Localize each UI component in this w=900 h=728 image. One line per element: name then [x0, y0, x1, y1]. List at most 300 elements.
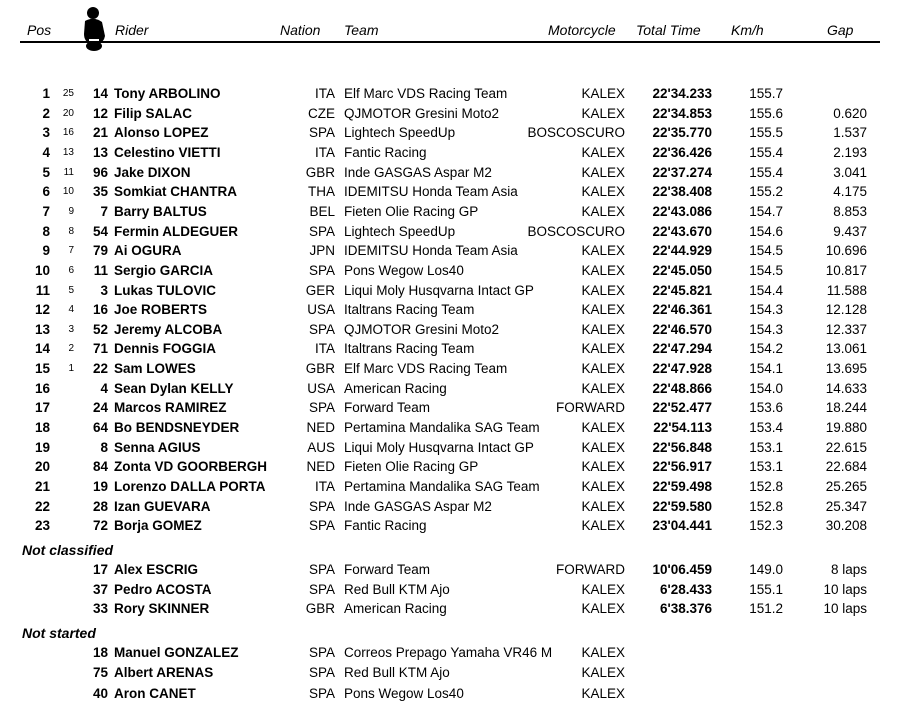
rider-number: 64: [92, 420, 108, 436]
rider-speed: 153.4: [749, 420, 783, 436]
rider-number: 75: [92, 665, 108, 681]
rider-total-time: 22'34.233: [652, 86, 712, 101]
rider-speed: 154.1: [749, 361, 783, 377]
rider-name: Lorenzo DALLA PORTA: [114, 479, 266, 494]
rider-team: Elf Marc VDS Racing Team: [344, 86, 508, 101]
rider-nation: SPA: [308, 321, 335, 337]
rider-number: 12: [92, 105, 108, 121]
rider-total-time: 22'44.929: [652, 243, 712, 259]
rider-gap: 3.041: [833, 164, 867, 180]
rider-position: 6: [42, 184, 50, 200]
rider-nation: ITA: [315, 86, 335, 101]
rider-motorcycle: FORWARD: [556, 400, 625, 416]
result-row: [0, 457, 900, 476]
rider-speed: 151.2: [749, 601, 783, 617]
rider-total-time: 22'46.361: [652, 302, 712, 318]
rider-speed: 155.2: [749, 184, 783, 200]
rider-name: Dennis FOGGIA: [114, 341, 217, 357]
rider-points: 7: [68, 245, 74, 257]
result-row: [0, 418, 900, 437]
rider-total-time: 22'35.770: [652, 125, 712, 141]
rider-team: Fieten Olie Racing GP: [344, 459, 479, 475]
rider-points: 20: [62, 107, 74, 119]
rider-position: 13: [34, 321, 50, 337]
result-row: [0, 320, 900, 339]
rider-total-time: 22'38.408: [652, 184, 712, 200]
rider-gap: 30.208: [825, 518, 867, 534]
rider-team: Fantic Racing: [344, 518, 427, 534]
rider-motorcycle: KALEX: [581, 262, 625, 278]
rider-gap: 19.880: [825, 420, 867, 436]
rider-motorcycle: KALEX: [581, 601, 625, 617]
rider-number: 52: [92, 321, 108, 337]
rider-name: Bo BENDSNEYDER: [114, 420, 240, 436]
rider-team: Pons Wegow Los40: [344, 262, 464, 278]
rider-name: Jeremy ALCOBA: [114, 321, 223, 337]
rider-nation: GBR: [305, 601, 335, 617]
rider-number: 21: [92, 125, 108, 141]
rider-speed: 149.0: [749, 562, 783, 577]
rider-position: 19: [34, 439, 50, 455]
rider-motorcycle: KALEX: [581, 164, 625, 180]
rider-motorcycle: KALEX: [581, 302, 625, 318]
result-row: [0, 497, 900, 516]
rider-nation: NED: [306, 459, 335, 475]
rider-speed: 152.8: [749, 479, 783, 494]
rider-total-time: 22'47.928: [652, 361, 712, 377]
rider-nation: ITA: [315, 341, 335, 357]
rider-total-time: 22'47.294: [652, 341, 712, 357]
rider-team: Inde GASGAS Aspar M2: [344, 498, 492, 514]
rider-points: 13: [62, 146, 74, 158]
rider-gap: 8.853: [833, 203, 867, 219]
rider-nation: SPA: [308, 223, 335, 239]
rider-speed: 154.2: [749, 341, 783, 357]
rider-gap: 25.265: [825, 479, 867, 494]
rider-motorcycle: KALEX: [581, 321, 625, 337]
rider-nation: USA: [307, 380, 335, 396]
rider-team: QJMOTOR Gresini Moto2: [344, 321, 500, 337]
rider-number: 18: [92, 645, 108, 660]
header-total-time: Total Time: [636, 22, 701, 38]
result-row: [0, 84, 900, 103]
rider-nation: SPA: [308, 262, 335, 278]
rider-motorcycle: KALEX: [581, 420, 625, 436]
rider-nation: SPA: [308, 498, 335, 514]
rider-name: Ai OGURA: [114, 243, 182, 259]
rider-gap: 12.128: [825, 302, 867, 318]
rider-nation: SPA: [308, 518, 335, 534]
rider-position: 9: [42, 243, 50, 259]
header-motorcycle: Motorcycle: [548, 22, 616, 38]
result-row: [0, 339, 900, 358]
rider-name: Joe ROBERTS: [114, 302, 208, 318]
rider-gap: 13.695: [825, 361, 867, 377]
rider-points: 9: [68, 205, 74, 217]
rider-motorcycle: KALEX: [581, 86, 625, 101]
result-row: [0, 643, 900, 662]
rider-motorcycle: KALEX: [581, 581, 625, 597]
rider-position: 5: [42, 164, 50, 180]
rider-motorcycle: KALEX: [581, 518, 625, 534]
rider-number: 3: [100, 282, 108, 298]
rider-name: Marcos RAMIREZ: [114, 400, 227, 416]
rider-speed: 154.5: [749, 243, 783, 259]
rider-motorcycle: KALEX: [581, 665, 625, 681]
result-row: [0, 599, 900, 618]
rider-name: Jake DIXON: [114, 164, 191, 180]
not-classified-heading: Not classified: [22, 542, 114, 558]
rider-points: 2: [68, 343, 74, 355]
result-row: [0, 182, 900, 201]
rider-points: 16: [62, 127, 74, 139]
rider-position: 23: [34, 518, 50, 534]
rider-motorcycle: KALEX: [581, 685, 625, 701]
rider-points: 4: [68, 304, 74, 316]
rider-name: Celestino VIETTI: [114, 144, 221, 160]
rider-points: 25: [62, 88, 74, 99]
rider-number: 54: [92, 223, 108, 239]
result-row: [0, 359, 900, 378]
rider-gap: 10.817: [825, 262, 867, 278]
rider-motorcycle: KALEX: [581, 459, 625, 475]
rider-nation: SPA: [308, 645, 335, 660]
rider-number: 13: [92, 144, 108, 160]
rider-nation: BEL: [309, 203, 335, 219]
rider-points: 10: [62, 186, 74, 198]
rider-nation: SPA: [308, 581, 335, 597]
rider-total-time: 23'04.441: [652, 518, 712, 534]
result-row: [0, 163, 900, 182]
rider-name: Sergio GARCIA: [114, 262, 214, 278]
rider-number: 79: [92, 243, 108, 259]
rider-motorcycle: KALEX: [581, 645, 625, 660]
rider-speed: 152.3: [749, 518, 783, 534]
rider-motorcycle: KALEX: [581, 105, 625, 121]
rider-team: Correos Prepago Yamaha VR46 M: [344, 645, 553, 660]
rider-total-time: 6'28.433: [659, 581, 712, 597]
rider-team: Pertamina Mandalika SAG Team: [344, 479, 540, 494]
rider-nation: AUS: [307, 439, 335, 455]
rider-motorcycle: KALEX: [581, 203, 625, 219]
rider-gap: 10 laps: [823, 581, 867, 597]
rider-number: 22: [92, 361, 108, 377]
rider-speed: 154.6: [749, 223, 783, 239]
rider-name: Fermin ALDEGUER: [114, 223, 239, 239]
rider-position: 17: [34, 400, 50, 416]
rider-team: American Racing: [344, 601, 447, 617]
rider-motorcycle: BOSCOSCURO: [527, 125, 625, 141]
rider-number: 84: [92, 459, 108, 475]
rider-gap: 22.684: [825, 459, 867, 475]
rider-nation: SPA: [308, 125, 335, 141]
rider-nation: USA: [307, 302, 335, 318]
rider-motorcycle: KALEX: [581, 144, 625, 160]
results-header: [0, 0, 900, 50]
rider-position: 22: [34, 498, 50, 514]
rider-total-time: 22'45.050: [652, 262, 712, 278]
rider-number: 16: [92, 302, 108, 318]
rider-team: Italtrans Racing Team: [344, 341, 475, 357]
rider-number: 24: [92, 400, 108, 416]
rider-team: QJMOTOR Gresini Moto2: [344, 105, 500, 121]
rider-total-time: 10'06.459: [652, 562, 712, 577]
result-row: [0, 580, 900, 599]
rider-gap: 8 laps: [830, 562, 867, 577]
rider-speed: 152.8: [749, 498, 783, 514]
rider-speed: 153.6: [749, 400, 783, 416]
rider-speed: 154.0: [749, 380, 783, 396]
rider-team: Forward Team: [344, 400, 431, 416]
rider-number: 8: [100, 439, 108, 455]
rider-position: 8: [42, 223, 50, 239]
rider-number: 40: [92, 685, 108, 701]
rider-speed: 155.1: [749, 581, 783, 597]
rider-team: Red Bull KTM Ajo: [344, 665, 450, 681]
result-row: [0, 202, 900, 221]
rider-name: Borja GOMEZ: [114, 518, 202, 534]
rider-speed: 154.5: [749, 262, 783, 278]
rider-motorcycle: KALEX: [581, 282, 625, 298]
header-rider: Rider: [115, 22, 149, 38]
rider-name: Senna AGIUS: [114, 439, 201, 455]
rider-name: Rory SKINNER: [114, 601, 210, 617]
result-row: [0, 222, 900, 241]
result-row: [0, 281, 900, 300]
result-row: [0, 477, 900, 496]
rider-team: American Racing: [344, 380, 447, 396]
rider-number: 17: [92, 562, 108, 577]
rider-team: Fieten Olie Racing GP: [344, 203, 479, 219]
rider-motorcycle: KALEX: [581, 380, 625, 396]
rider-gap: 10.696: [825, 243, 867, 259]
header-kmh: Km/h: [731, 22, 764, 38]
rider-gap: 22.615: [825, 439, 867, 455]
rider-name: Alex ESCRIG: [114, 562, 199, 577]
rider-name: Zonta VD GOORBERGH: [114, 459, 268, 475]
rider-total-time: 22'43.086: [652, 203, 712, 219]
rider-team: Elf Marc VDS Racing Team: [344, 361, 508, 377]
result-row: [0, 398, 900, 417]
rider-gap: 25.347: [825, 498, 867, 514]
rider-position: 4: [42, 144, 50, 160]
rider-speed: 154.7: [749, 203, 783, 219]
rider-position: 14: [34, 341, 50, 357]
rider-number: 28: [92, 498, 108, 514]
rider-number: 19: [92, 479, 108, 494]
rider-speed: 153.1: [749, 439, 783, 455]
rider-total-time: 22'59.580: [652, 498, 712, 514]
rider-points: 8: [68, 225, 74, 237]
rider-team: IDEMITSU Honda Team Asia: [344, 184, 518, 200]
rider-position: 12: [34, 302, 50, 318]
rider-total-time: 22'46.570: [652, 321, 712, 337]
rider-motorcycle: BOSCOSCURO: [527, 223, 625, 239]
rider-speed: 154.3: [749, 321, 783, 337]
rider-name: Albert ARENAS: [114, 665, 214, 681]
rider-speed: 155.5: [749, 125, 783, 141]
rider-number: 72: [92, 518, 108, 534]
rider-motorcycle: KALEX: [581, 184, 625, 200]
rider-name: Manuel GONZALEZ: [114, 645, 239, 660]
rider-position: 21: [34, 479, 50, 494]
rider-team: Liqui Moly Husqvarna Intact GP: [344, 282, 534, 298]
rider-number: 37: [92, 581, 108, 597]
rider-number: 11: [93, 262, 108, 278]
rider-team: Liqui Moly Husqvarna Intact GP: [344, 439, 534, 455]
rider-motorcycle: KALEX: [581, 341, 625, 357]
rider-name: Aron CANET: [114, 685, 196, 701]
rider-points: 11: [63, 166, 74, 178]
rider-total-time: 22'56.917: [652, 459, 712, 475]
rider-gap: 1.537: [833, 125, 867, 141]
rider-speed: 155.6: [749, 105, 783, 121]
rider-name: Tony ARBOLINO: [114, 86, 221, 101]
rider-total-time: 22'45.821: [652, 282, 712, 298]
result-row: [0, 241, 900, 260]
rider-position: 10: [34, 262, 50, 278]
result-row: [0, 379, 900, 398]
rider-gap: 14.633: [825, 380, 867, 396]
rider-total-time: 22'56.848: [652, 439, 712, 455]
rider-nation: SPA: [308, 685, 335, 701]
rider-number: 14: [92, 86, 108, 101]
rider-position: 11: [35, 282, 50, 298]
rider-name: Pedro ACOSTA: [114, 581, 212, 597]
rider-motorcycle: KALEX: [581, 361, 625, 377]
rider-name: Lukas TULOVIC: [114, 282, 217, 298]
rider-nation: SPA: [308, 665, 335, 681]
rider-number: 7: [100, 203, 108, 219]
result-row: [0, 123, 900, 142]
rider-gap: 18.244: [825, 400, 867, 416]
motorcycle-rider-icon: [76, 6, 112, 52]
rider-team: Italtrans Racing Team: [344, 302, 475, 318]
rider-nation: SPA: [308, 562, 335, 577]
rider-position: 7: [42, 203, 50, 219]
rider-motorcycle: FORWARD: [556, 562, 625, 577]
rider-number: 35: [92, 184, 108, 200]
rider-position: 15: [34, 361, 50, 377]
rider-name: Barry BALTUS: [114, 203, 207, 219]
rider-team: Pons Wegow Los40: [344, 685, 464, 701]
rider-speed: 155.4: [749, 144, 783, 160]
rider-total-time: 22'37.274: [652, 164, 712, 180]
rider-name: Sam LOWES: [114, 361, 196, 377]
rider-total-time: 22'52.477: [652, 400, 712, 416]
rider-team: Red Bull KTM Ajo: [344, 581, 450, 597]
rider-gap: 2.193: [833, 144, 867, 160]
rider-nation: ITA: [315, 144, 335, 160]
rider-position: 18: [34, 420, 50, 436]
rider-position: 3: [42, 125, 50, 141]
rider-name: Filip SALAC: [114, 105, 192, 121]
rider-gap: 11.588: [826, 282, 867, 298]
rider-speed: 154.4: [749, 282, 783, 298]
rider-nation: NED: [306, 420, 335, 436]
rider-nation: GER: [305, 282, 335, 298]
header-gap: Gap: [827, 22, 854, 38]
result-row: [0, 684, 900, 703]
header-nation: Nation: [280, 22, 321, 38]
rider-speed: 154.3: [749, 302, 783, 318]
rider-motorcycle: KALEX: [581, 243, 625, 259]
rider-total-time: 22'54.113: [653, 420, 712, 436]
header-divider: [20, 41, 880, 43]
rider-number: 71: [92, 341, 108, 357]
rider-nation: CZE: [308, 105, 335, 121]
result-row: [0, 516, 900, 535]
rider-speed: 155.4: [749, 164, 783, 180]
rider-position: 2: [42, 105, 50, 121]
rider-team: Forward Team: [344, 562, 431, 577]
rider-team: Lightech SpeedUp: [344, 223, 456, 239]
rider-gap: 13.061: [825, 341, 867, 357]
rider-points: 1: [68, 363, 74, 375]
rider-nation: JPN: [309, 243, 335, 259]
rider-team: Inde GASGAS Aspar M2: [344, 164, 492, 180]
rider-total-time: 6'38.376: [659, 601, 712, 617]
rider-position: 1: [42, 86, 50, 101]
rider-motorcycle: KALEX: [581, 498, 625, 514]
rider-gap: 4.175: [833, 184, 867, 200]
rider-points: 5: [68, 284, 74, 296]
rider-gap: 0.620: [833, 105, 867, 121]
rider-nation: ITA: [315, 479, 335, 494]
rider-points: 3: [68, 323, 74, 335]
rider-team: Fantic Racing: [344, 144, 427, 160]
rider-name: Alonso LOPEZ: [114, 125, 209, 141]
rider-position: 16: [34, 380, 50, 396]
rider-total-time: 22'48.866: [652, 380, 712, 396]
rider-name: Sean Dylan KELLY: [114, 380, 234, 396]
rider-team: Pertamina Mandalika SAG Team: [344, 420, 540, 436]
result-row: [0, 438, 900, 457]
rider-nation: THA: [308, 184, 335, 200]
rider-total-time: 22'36.426: [652, 144, 712, 160]
rider-total-time: 22'43.670: [652, 223, 712, 239]
rider-speed: 153.1: [749, 459, 783, 475]
result-row: [0, 104, 900, 123]
rider-motorcycle: KALEX: [581, 479, 625, 494]
result-row: [0, 143, 900, 162]
rider-number: 96: [92, 164, 108, 180]
rider-speed: 155.7: [749, 86, 783, 101]
result-row: [0, 300, 900, 319]
result-row: [0, 560, 900, 579]
rider-number: 33: [92, 601, 108, 617]
rider-nation: GBR: [305, 164, 335, 180]
rider-points: 6: [68, 264, 74, 276]
rider-team: Lightech SpeedUp: [344, 125, 456, 141]
rider-name: Izan GUEVARA: [114, 498, 211, 514]
rider-team: IDEMITSU Honda Team Asia: [344, 243, 518, 259]
rider-total-time: 22'34.853: [652, 105, 712, 121]
rider-name: Somkiat CHANTRA: [114, 184, 238, 200]
header-pos: Pos: [27, 22, 52, 38]
rider-gap: 9.437: [833, 223, 867, 239]
rider-position: 20: [34, 459, 50, 475]
rider-nation: GBR: [305, 361, 335, 377]
not-started-heading: Not started: [22, 625, 96, 641]
result-row: [0, 663, 900, 682]
header-team: Team: [344, 22, 379, 38]
rider-total-time: 22'59.498: [652, 479, 712, 494]
rider-gap: 10 laps: [823, 601, 867, 617]
rider-gap: 12.337: [825, 321, 867, 337]
rider-motorcycle: KALEX: [581, 439, 625, 455]
rider-nation: SPA: [308, 400, 335, 416]
